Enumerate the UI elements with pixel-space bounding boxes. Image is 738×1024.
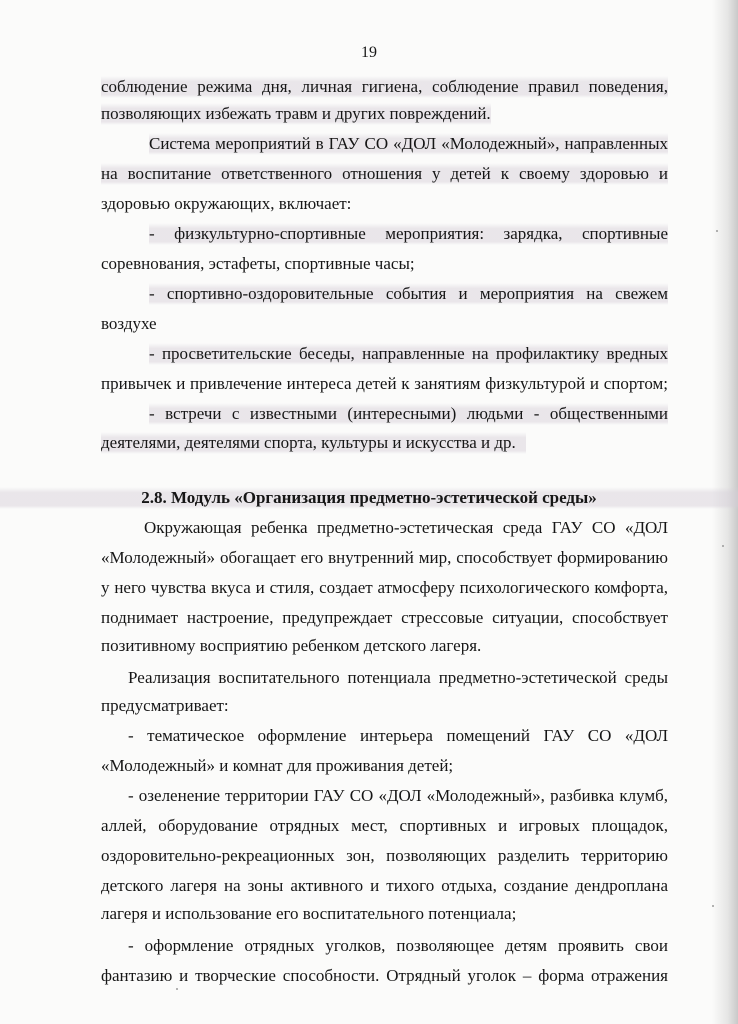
text-line: привычек и привлечение интереса детей к занятиям физкультурой и спортом;: [101, 374, 668, 393]
text-line: детского лагеря на зоны активного и тихого отдыха, создание дендроплана: [101, 876, 668, 895]
text-line: у него чувства вкуса и стиля, создает атмосферу психологического комфорта,: [101, 578, 668, 597]
text-line: соблюдение режима дня, личная гигиена, соблюдение правил поведения,: [101, 77, 668, 96]
page-number: 19: [361, 44, 377, 61]
text-line: «Молодежный» и комнат для проживания детей;: [101, 756, 454, 775]
text-line: позитивному восприятию ребенком детского лагеря.: [101, 636, 482, 655]
text-line: - тематическое оформление интерьера помещений ГАУ СО «ДОЛ: [128, 726, 668, 745]
text-line: - озеленение территории ГАУ СО «ДОЛ «Молодежный», разбивка клумб,: [128, 786, 668, 805]
scan-speck: [716, 230, 718, 232]
text-line: деятелями, деятелями спорта, культуры и искусства и др.: [101, 432, 526, 454]
text-line: - встречи с известными (интересными) людьми - общественными: [149, 404, 668, 423]
text-line: воздухе: [101, 314, 157, 333]
text-line: «Молодежный» обогащает его внутренний мир, способствует формированию: [101, 548, 668, 567]
text-line: соревнования, эстафеты, спортивные часы;: [101, 254, 415, 273]
section-heading: 2.8. Модуль «Организация предметно-эстетической среды»: [0, 487, 738, 509]
text-line: - просветительские беседы, направленные на профилактику вредных: [149, 344, 668, 363]
text-line: предусматривает:: [101, 696, 229, 715]
text-line: позволяющих избежать травм и других повреждений.: [101, 104, 491, 123]
scan-speck: [176, 988, 178, 990]
text-line: - оформление отрядных уголков, позволяющее детям проявить свои: [128, 936, 668, 955]
text-line: - спортивно-оздоровительные события и мероприятия на свежем: [149, 284, 668, 303]
scan-speck: [712, 905, 714, 907]
text-line: Окружающая ребенка предметно-эстетическая среда ГАУ СО «ДОЛ: [144, 518, 668, 537]
text-line: - физкультурно-спортивные мероприятия: зарядка, спортивные: [149, 224, 668, 243]
text-line: оздоровительно-рекреационных зон, позволяющих разделить территорию: [101, 846, 668, 865]
text-line: здоровью окружающих, включает:: [101, 194, 352, 213]
text-line: лагеря и использование его воспитательного потенциала;: [101, 904, 517, 923]
scan-shadow-edge: [712, 0, 738, 1024]
text-line: аллей, оборудование отрядных мест, спортивных и игровых площадок,: [101, 816, 668, 835]
text-line: поднимает настроение, предупреждает стрессовые ситуации, способствует: [101, 608, 668, 627]
text-line: на воспитание ответственного отношения у детей к своему здоровью и: [101, 164, 668, 183]
scan-speck: [722, 545, 724, 547]
text-line: фантазию и творческие способности. Отрядный уголок – форма отражения: [101, 966, 668, 985]
text-line: Реализация воспитательного потенциала предметно-эстетической среды: [128, 668, 668, 687]
text-line: Система мероприятий в ГАУ СО «ДОЛ «Молодежный», направленных: [149, 134, 668, 153]
